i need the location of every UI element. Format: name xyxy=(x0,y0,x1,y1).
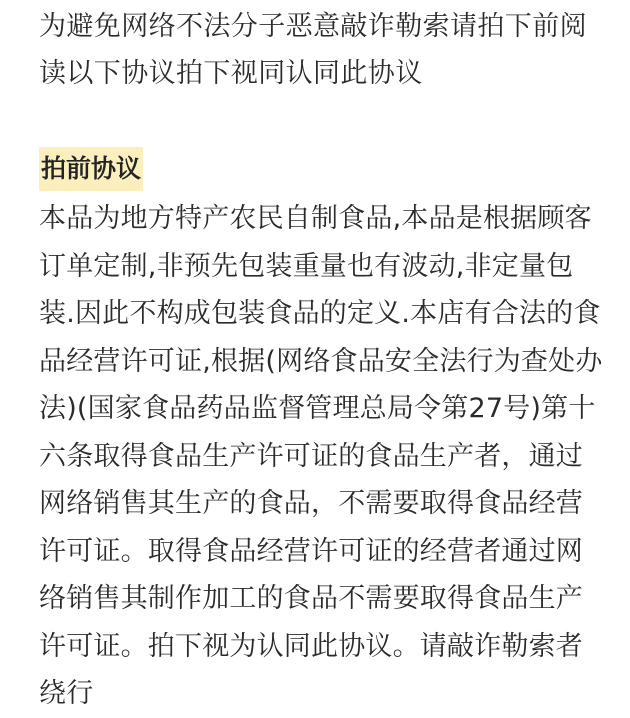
section-title: 拍前协议 xyxy=(39,147,143,191)
notice-text: 为避免网络不法分子恶意敲诈勒索请拍下前阅读以下协议拍下视同认同此协议 xyxy=(39,11,587,89)
section-header xyxy=(39,147,608,193)
agreement-body: 本品为地方特产农民自制食品,本品是根据顾客订单定制,非预先包装重量也有波动,非定量包装.因此不构成包装食品的定义.本店有合法的食品经营许可证,根据(网络食品安全法行为查处办法)(国家食品药品监督管理总局令第27号)第十六条取得食品生产许可证的食品生产者，通过网络销售其生产的食品，不需要取得食品经营许可证。取得食品经营许可证的经营者通过网络销售其制作加工的食品不需要取得食品生产许可证。拍下视为认同此协议。请敲诈勒索者绕行 xyxy=(39,203,603,709)
